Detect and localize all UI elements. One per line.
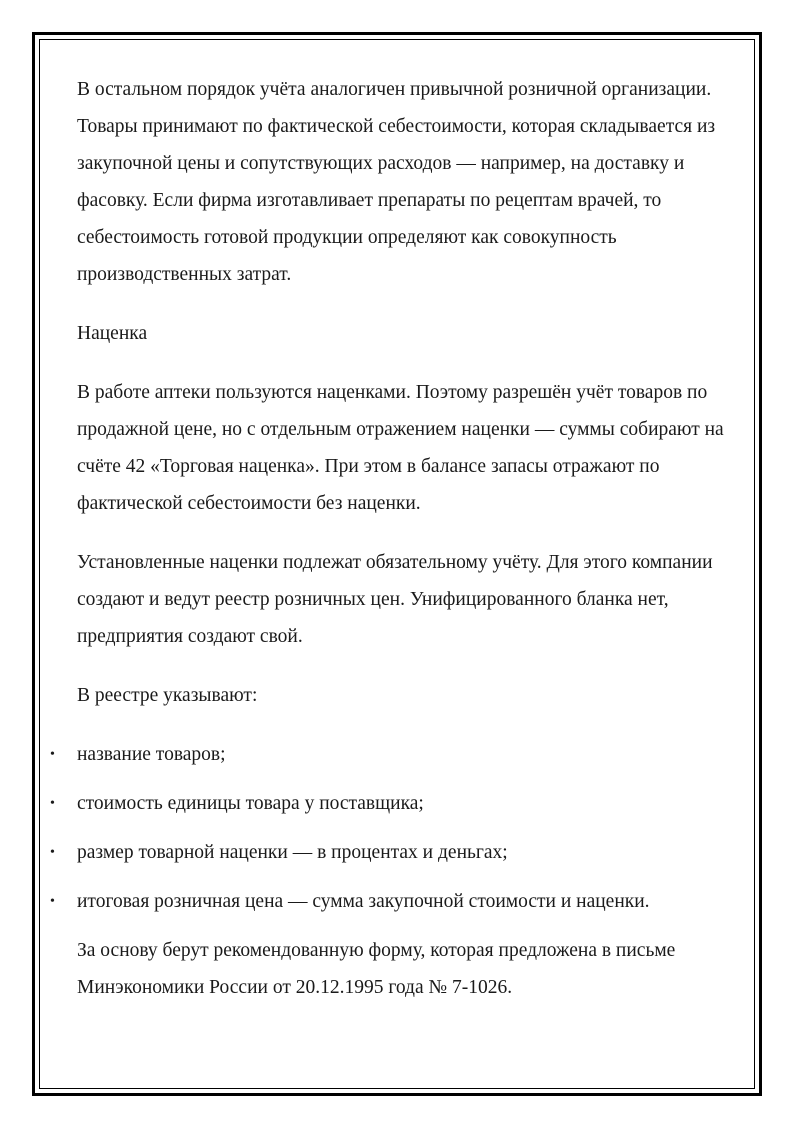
paragraph-accounting-order: В остальном порядок учёта аналогичен привычной розничной организации. Товары принимают по фактической себестоимости, которая складывается из закупочной цены и сопутствующих расходов — например, на доставку и фасовку. Если фирма изготавливает препараты по рецептам врачей, то себестоимость готовой продукции определяют как совокупность производственных затрат. bbox=[77, 79, 716, 285]
list-item-text: размер товарной наценки — в процентах и деньгах; bbox=[77, 842, 508, 863]
document-body bbox=[50, 71, 737, 1028]
list-item-text: стоимость единицы товара у поставщика; bbox=[77, 793, 424, 814]
list-item-text: итоговая розничная цена — сумма закупочной стоимости и наценки. bbox=[77, 891, 650, 912]
bullet-icon: • bbox=[50, 796, 55, 811]
registry-fields-list bbox=[50, 736, 737, 920]
paragraph-markups-usage: В работе аптеки пользуются наценками. Поэтому разрешён учёт товаров по продажной цене, но с отдельным отражением наценки — суммы собирают на счёте 42 «Торговая наценка». При этом в балансе запасы отражают по фактической себестоимости без наценки. bbox=[77, 382, 724, 514]
paragraph-markups-registry: Установленные наценки подлежат обязательному учёту. Для этого компании создают и ведут реестр розничных цен. Унифицированного бланка нет, предприятия создают свой. bbox=[77, 552, 713, 647]
paragraph-registry-intro: В реестре указывают: bbox=[77, 685, 258, 706]
section-heading-markup: Наценка bbox=[77, 323, 148, 344]
bullet-icon: • bbox=[50, 894, 55, 909]
bullet-icon: • bbox=[50, 845, 55, 860]
list-item bbox=[50, 736, 737, 773]
list-item bbox=[50, 834, 737, 871]
bullet-icon: • bbox=[50, 747, 55, 762]
list-item bbox=[50, 785, 737, 822]
paragraph-recommended-form: За основу берут рекомендованную форму, которая предложена в письме Минэкономики России от 20.12.1995 года № 7-1026. bbox=[77, 940, 676, 998]
list-item-text: название товаров; bbox=[77, 744, 226, 765]
list-item bbox=[50, 883, 737, 920]
